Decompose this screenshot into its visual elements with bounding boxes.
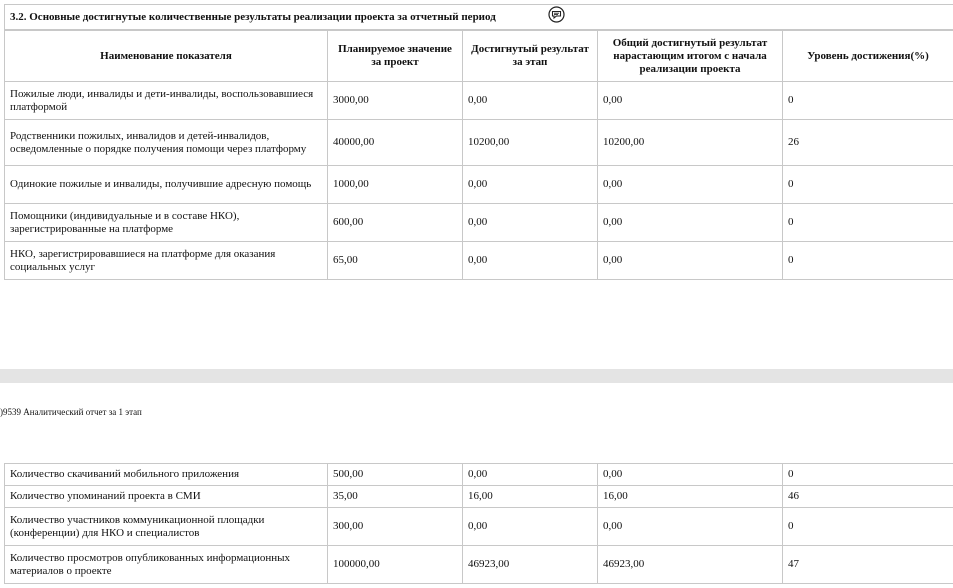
cell-planned: 3000,00: [328, 82, 463, 120]
results-section: [4, 4, 953, 280]
cell-planned: 100000,00: [328, 546, 463, 584]
cell-level: 0: [783, 166, 953, 204]
table-row: [5, 486, 953, 508]
cell-planned: 300,00: [328, 508, 463, 546]
cell-name: Количество просмотров опубликованных информационных материалов о проекте: [5, 546, 328, 584]
cell-level: 46: [783, 486, 953, 508]
cell-planned: 65,00: [328, 242, 463, 280]
results-table-top: [4, 30, 953, 280]
cell-name: Количество скачиваний мобильного приложения: [5, 464, 328, 486]
page-footer-text: )9539 Аналитический отчет за 1 этап: [0, 407, 142, 417]
table-row: [5, 166, 953, 204]
cell-level: 0: [783, 82, 953, 120]
chat-icon[interactable]: [548, 6, 565, 23]
cell-achieved: 0,00: [463, 166, 598, 204]
cell-name: Количество участников коммуникационной площадки (конференции) для НКО и специалистов: [5, 508, 328, 546]
cell-level: 0: [783, 508, 953, 546]
cell-achieved: 10200,00: [463, 120, 598, 166]
cell-planned: 1000,00: [328, 166, 463, 204]
cell-name: Помощники (индивидуальные и в составе НКО), зарегистрированные на платформе: [5, 204, 328, 242]
table-row: [5, 242, 953, 280]
cell-total: 0,00: [598, 166, 783, 204]
table-row: [5, 82, 953, 120]
cell-planned: 600,00: [328, 204, 463, 242]
page-separator: [0, 369, 953, 383]
cell-achieved: 0,00: [463, 464, 598, 486]
cell-planned: 35,00: [328, 486, 463, 508]
cell-level: 0: [783, 204, 953, 242]
header-name: Наименование показателя: [5, 31, 328, 82]
cell-level: 0: [783, 242, 953, 280]
cell-name: НКО, зарегистрировавшиеся на платформе для оказания социальных услуг: [5, 242, 328, 280]
cell-level: 26: [783, 120, 953, 166]
cell-achieved: 0,00: [463, 82, 598, 120]
cell-total: 0,00: [598, 464, 783, 486]
table-header-row: [5, 31, 953, 82]
cell-planned: 40000,00: [328, 120, 463, 166]
cell-level: 47: [783, 546, 953, 584]
cell-level: 0: [783, 464, 953, 486]
cell-name: Количество упоминаний проекта в СМИ: [5, 486, 328, 508]
cell-planned: 500,00: [328, 464, 463, 486]
header-planned: Планируемое значение за проект: [328, 31, 463, 82]
cell-total: 0,00: [598, 242, 783, 280]
cell-total: 0,00: [598, 508, 783, 546]
cell-name: Родственники пожилых, инвалидов и детей-инвалидов, осведомленные о порядке получения помощи через платформу: [5, 120, 328, 166]
cell-total: 16,00: [598, 486, 783, 508]
header-level: Уровень достижения(%): [783, 31, 953, 82]
cell-achieved: 46923,00: [463, 546, 598, 584]
cell-name: Одинокие пожилые и инвалиды, получившие адресную помощь: [5, 166, 328, 204]
cell-name: Пожилые люди, инвалиды и дети-инвалиды, воспользовавшиеся платформой: [5, 82, 328, 120]
cell-total: 10200,00: [598, 120, 783, 166]
section-title: 3.2. Основные достигнутые количественные результаты реализации проекта за отчетный период: [10, 11, 496, 23]
table-row: [5, 120, 953, 166]
results-section-continued: [4, 463, 953, 584]
section-title-row: [4, 4, 953, 30]
header-total: Общий достигнутый результат нарастающим итогом с начала реализации проекта: [598, 31, 783, 82]
cell-achieved: 0,00: [463, 508, 598, 546]
cell-total: 0,00: [598, 204, 783, 242]
table-row: [5, 546, 953, 584]
results-table-bottom: [4, 463, 953, 584]
cell-achieved: 16,00: [463, 486, 598, 508]
cell-total: 46923,00: [598, 546, 783, 584]
table-row: [5, 464, 953, 486]
cell-total: 0,00: [598, 82, 783, 120]
cell-achieved: 0,00: [463, 242, 598, 280]
table-row: [5, 204, 953, 242]
cell-achieved: 0,00: [463, 204, 598, 242]
table-row: [5, 508, 953, 546]
header-achieved-stage: Достигнутый результат за этап: [463, 31, 598, 82]
